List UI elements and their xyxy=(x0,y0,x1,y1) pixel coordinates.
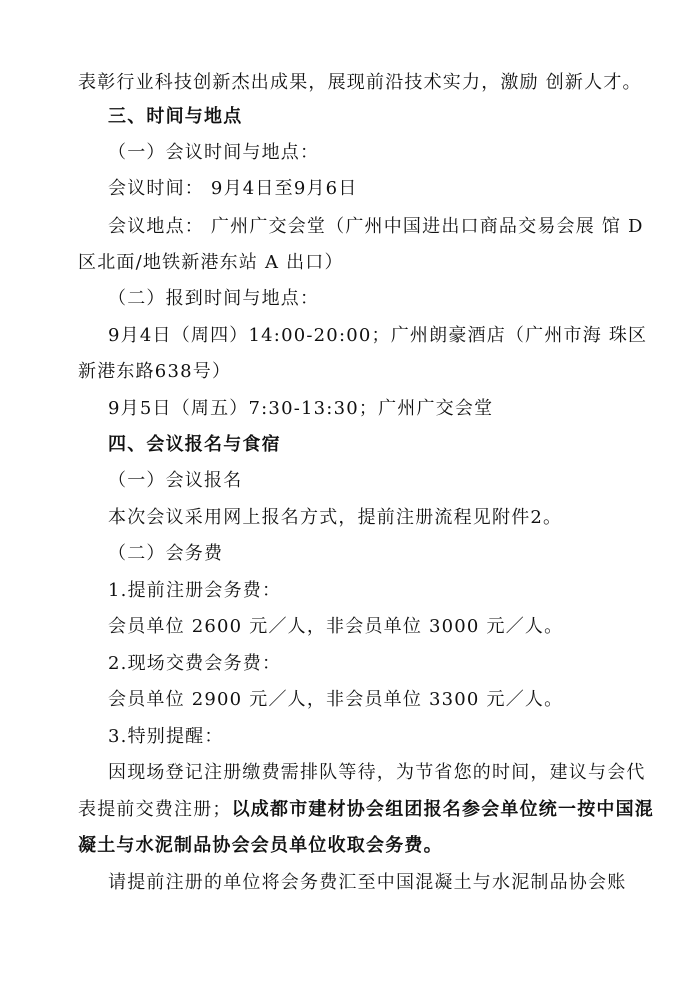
fee-onsite-text: 会员单位 2900 元／人，非会员单位 3300 元／人。 xyxy=(108,689,564,710)
section-heading-time-location: 三、时间与地点 xyxy=(108,106,243,127)
meeting-place-line-1: 会议地点： 广州广交会堂（广州中国进出口商品交易会展 馆 D xyxy=(108,216,644,237)
subheading-checkin-time-place: （二）报到时间与地点： xyxy=(108,288,320,309)
reminder-line-2-normal: 表提前交费注册； xyxy=(78,799,232,820)
subheading-meeting-time-place: （一）会议时间与地点： xyxy=(108,142,320,163)
checkin-line-2: 9月5日（周五）7:30-13:30；广州广交会堂 xyxy=(108,398,494,419)
reminder-line-3: 凝土与水泥制品协会会员单位收取会务费。 xyxy=(78,835,443,856)
fee-early-text: 会员单位 2600 元／人，非会员单位 3000 元／人。 xyxy=(108,616,564,637)
meeting-place-line-2: 区北面/地铁新港东站 A 出口） xyxy=(78,252,344,273)
checkin-line-1-cont: 新港东路638号） xyxy=(78,361,232,382)
checkin-line-1: 9月4日（周四）14:00-20:00；广州朗豪酒店（广州市海 珠区 xyxy=(108,325,648,346)
section-heading-registration-lodging: 四、会议报名与食宿 xyxy=(108,434,281,455)
fee-onsite-title: 2.现场交费会务费： xyxy=(108,653,282,674)
meeting-time: 会议时间： 9月4日至9月6日 xyxy=(108,178,358,199)
reminder-line-1: 因现场登记注册缴费需排队等待，为节省您的时间，建议与会代 xyxy=(108,762,646,783)
reminder-title: 3.特别提醒： xyxy=(108,726,224,747)
paragraph-line: 表彰行业科技创新杰出成果，展现前沿技术实力，激励 创新人才。 xyxy=(78,72,642,93)
payment-line-1: 请提前注册的单位将会务费汇至中国混凝土与水泥制品协会账 xyxy=(108,872,627,893)
fee-early-title: 1.提前注册会务费： xyxy=(108,580,282,601)
registration-text: 本次会议采用网上报名方式，提前注册流程见附件2。 xyxy=(108,507,563,528)
subheading-fees: （二）会务费 xyxy=(108,543,224,564)
subheading-registration: （一）会议报名 xyxy=(108,470,243,491)
reminder-line-2-bold: 以成都市建材协会组团报名参会单位统一按中国混 xyxy=(231,799,655,820)
reminder-line-2 xyxy=(78,797,700,823)
